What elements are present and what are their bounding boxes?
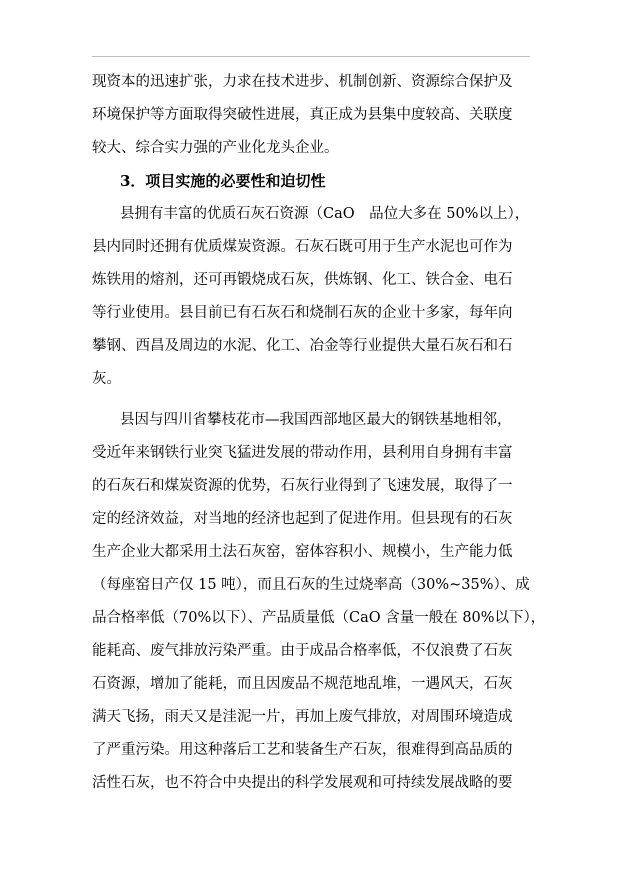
text-line: 县拥有丰富的优质石灰石资源（CaO 品位大多在 50%以上）， — [120, 206, 530, 222]
text-line: 生产企业大都采用土法石灰窑，窑体容积小、规模小，生产能力低 — [92, 544, 513, 560]
text-line: 满天飞扬，雨天又是洼泥一片，再加上废气排放，对周围环境造成 — [92, 709, 513, 725]
section-heading: 3．项目实施的必要性和迫切性 — [120, 172, 326, 190]
text-line: 县因与四川省攀枝花市—我国西部地区最大的钢铁基地相邻， — [120, 412, 512, 428]
paragraph-continuation — [92, 66, 530, 165]
text-line: 能耗高、废气排放污染严重。由于成品合格率低，不仅浪费了石灰 — [92, 643, 513, 659]
text-line: 品合格率低（70%以下）、产品质量低（CaO 含量一般在 80%以下）， — [92, 610, 546, 626]
text-line: 了严重污染。用这种落后工艺和装备生产石灰，很难得到高品质的 — [92, 742, 513, 758]
text-line: 活性石灰，也不符合中央提出的科学发展观和可持续发展战略的要 — [92, 775, 513, 791]
text-line: 县内同时还拥有优质煤炭资源。石灰石既可用于生产水泥也可作为 — [92, 239, 513, 255]
paragraph-industry-status — [92, 404, 546, 800]
paragraph-gap — [92, 396, 530, 404]
text-line: 现资本的迅速扩张，力求在技术进步、机制创新、资源综合保护及 — [92, 74, 513, 90]
text-line: 受近年来钢铁行业突飞猛进发展的带动作用，县利用自身拥有丰富 — [92, 445, 513, 461]
page-header-rule — [92, 56, 530, 57]
text-line: 等行业使用。县目前已有石灰石和烧制石灰的企业十多家，每年向 — [92, 305, 513, 321]
text-line: 炼铁用的熔剂，还可再锻烧成石灰，供炼钢、化工、铁合金、电石 — [92, 272, 513, 288]
paragraph-resources — [92, 198, 530, 396]
text-line: 灰。 — [92, 371, 121, 387]
text-line: 定的经济效益，对当地的经济也起到了促进作用。但县现有的石灰 — [92, 511, 513, 527]
text-line: 环境保护等方面取得突破性进展，真正成为县集中度较高、关联度 — [92, 107, 513, 123]
text-line: 攀钢、西昌及周边的水泥、化工、冶金等行业提供大量石灰石和石 — [92, 338, 513, 354]
document-body — [92, 66, 546, 800]
text-line: 较大、综合实力强的产业化龙头企业。 — [92, 140, 339, 156]
text-line: （每座窑日产仅 15 吨），而且石灰的生过烧率高（30%~35%）、成 — [92, 577, 530, 593]
text-line: 石资源，增加了能耗，而且因废品不规范地乱堆，一遇风天，石灰 — [92, 676, 513, 692]
text-line: 的石灰石和煤炭资源的优势，石灰行业得到了飞速发展，取得了一 — [92, 478, 513, 494]
